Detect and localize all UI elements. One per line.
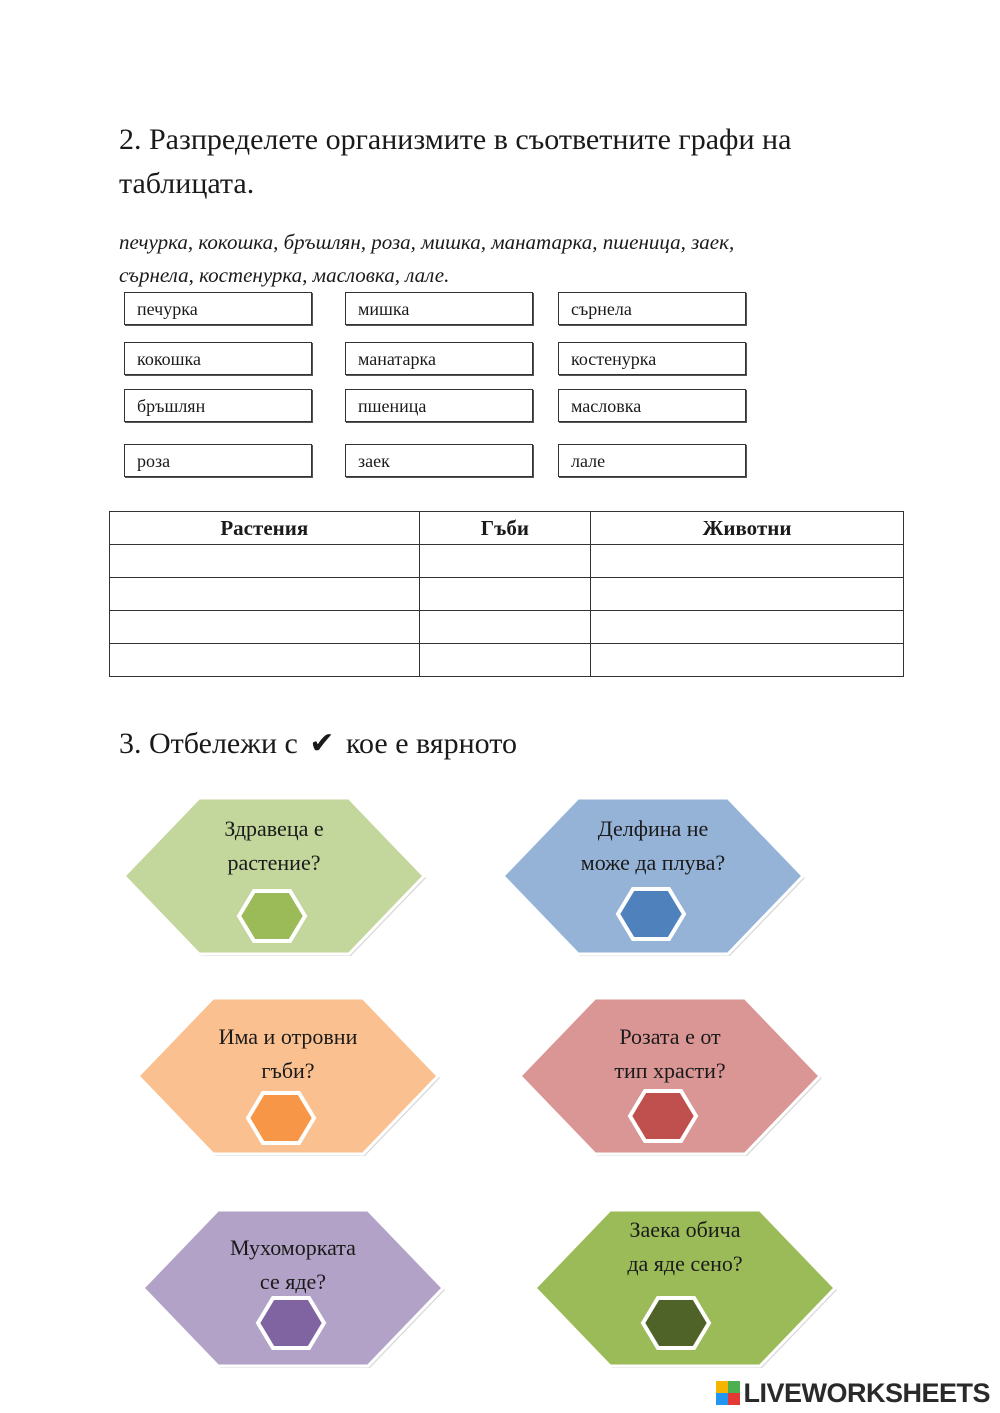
sorting-table <box>109 511 904 677</box>
task2-word-list <box>119 226 734 292</box>
column-header-fungi: Гъби <box>419 512 590 545</box>
task3-heading <box>119 722 517 766</box>
question-text <box>557 1020 783 1088</box>
question-card-1 <box>121 795 427 957</box>
task2-word-list-line2: сърнела, костенурка, масловка, лале. <box>119 263 450 287</box>
drop-cell[interactable] <box>419 578 590 611</box>
word-box[interactable]: манатарка <box>345 342 533 375</box>
word-box[interactable]: роза <box>124 444 312 477</box>
question-card-4 <box>517 995 823 1157</box>
task2-heading <box>119 118 791 206</box>
word-box[interactable]: костенурка <box>558 342 746 375</box>
question-card-3 <box>135 995 441 1157</box>
drop-cell[interactable] <box>419 545 590 578</box>
drop-cell[interactable] <box>591 545 904 578</box>
question-text-line1: Здравеца е <box>224 816 324 841</box>
drop-cell[interactable] <box>110 545 420 578</box>
answer-check-button[interactable] <box>245 1090 317 1146</box>
word-box[interactable]: сърнела <box>558 292 746 325</box>
answer-check-button[interactable] <box>615 886 687 942</box>
answer-check-button[interactable] <box>627 1088 699 1144</box>
task3-heading-prefix: 3. Отбележи с <box>119 727 298 760</box>
column-header-animals: Животни <box>591 512 904 545</box>
drop-cell[interactable] <box>591 611 904 644</box>
word-box[interactable]: бръшлян <box>124 389 312 422</box>
answer-check-button[interactable] <box>640 1295 712 1351</box>
drop-cell[interactable] <box>419 644 590 677</box>
task2-heading-line1: 2. Разпределете организмите в съответните графи на <box>119 123 792 156</box>
question-text-line1: Има и отровни <box>218 1024 358 1049</box>
word-box[interactable]: кокошка <box>124 342 312 375</box>
question-card-2 <box>500 795 806 957</box>
liveworksheets-logo-icon <box>716 1381 740 1405</box>
question-text-line1: Розата е от <box>619 1024 721 1049</box>
table-row <box>110 644 904 677</box>
word-box[interactable]: лале <box>558 444 746 477</box>
column-header-plants: Растения <box>110 512 420 545</box>
word-box[interactable]: масловка <box>558 389 746 422</box>
question-text-line1: Делфина не <box>597 816 709 841</box>
drop-cell[interactable] <box>110 578 420 611</box>
drop-cell[interactable] <box>110 644 420 677</box>
check-icon: ✔ <box>309 726 335 761</box>
question-text-line2: тип храсти? <box>614 1058 726 1083</box>
table-row <box>110 611 904 644</box>
table-row <box>110 545 904 578</box>
question-text <box>175 1020 401 1088</box>
question-text-line2: гъби? <box>261 1058 315 1083</box>
question-text-line1: Заека обича <box>629 1217 741 1242</box>
table-header-row <box>110 512 904 545</box>
liveworksheets-brand <box>716 1378 990 1408</box>
drop-cell[interactable] <box>591 644 904 677</box>
question-card-6 <box>532 1207 838 1369</box>
task2-word-list-line1: печурка, кокошка, бръшлян, роза, мишка, манатарка, пшеница, заек, <box>119 230 735 254</box>
word-box[interactable]: пшеница <box>345 389 533 422</box>
question-card-5 <box>140 1207 446 1369</box>
word-box[interactable]: заек <box>345 444 533 477</box>
answer-check-button[interactable] <box>236 888 308 944</box>
task2-heading-line2: таблицата. <box>119 167 255 200</box>
question-text <box>180 1231 406 1299</box>
task3-heading-suffix: кое е вярното <box>345 727 517 760</box>
question-text <box>540 812 766 880</box>
question-text <box>161 812 387 880</box>
drop-cell[interactable] <box>591 578 904 611</box>
answer-check-button[interactable] <box>255 1295 327 1351</box>
question-text-line1: Мухоморката <box>230 1235 356 1260</box>
word-box[interactable]: печурка <box>124 292 312 325</box>
question-text-line2: да яде сено? <box>627 1251 743 1276</box>
question-text-line2: може да плува? <box>580 850 726 875</box>
question-text-line2: растение? <box>227 850 321 875</box>
question-text <box>572 1213 798 1281</box>
question-text-line2: се яде? <box>259 1269 327 1294</box>
table-row <box>110 578 904 611</box>
brand-name: LIVEWORKSHEETS <box>743 1377 990 1408</box>
drop-cell[interactable] <box>419 611 590 644</box>
word-box[interactable]: мишка <box>345 292 533 325</box>
drop-cell[interactable] <box>110 611 420 644</box>
